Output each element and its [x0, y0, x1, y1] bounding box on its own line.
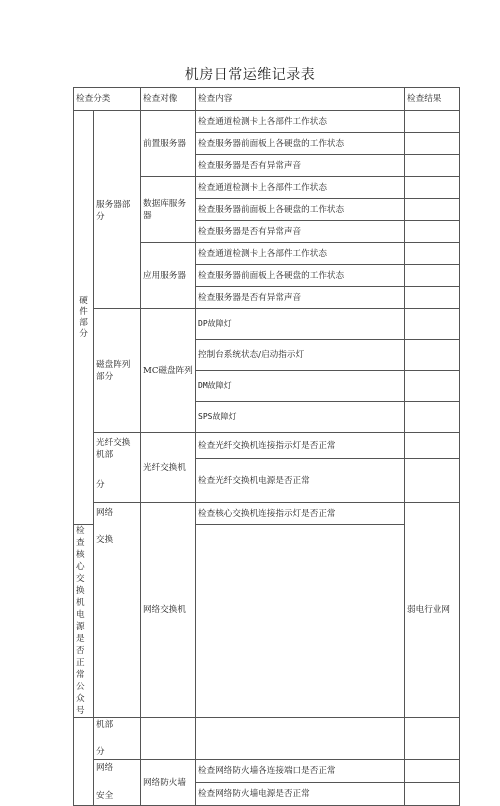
- network-switch-group-label: [94, 503, 141, 718]
- room-object-cell: [141, 718, 196, 760]
- result-cell[interactable]: [405, 177, 460, 199]
- front-server-object: 前置服务器: [141, 111, 196, 177]
- check-item: 检查光纤交换机连接指示灯是否正常: [196, 433, 405, 459]
- network-security-group-label: [94, 760, 141, 806]
- check-item: DM故障灯: [196, 371, 405, 402]
- check-item: 检查核心交换机连接指示灯是否正常: [196, 503, 405, 525]
- network-switch-result-cell[interactable]: 弱电行业网: [405, 503, 460, 718]
- room-group-label-top: 机部: [96, 720, 114, 730]
- table-row: [74, 433, 460, 459]
- result-cell[interactable]: [405, 265, 460, 287]
- header-content: 检查内容: [196, 88, 405, 111]
- page-title: 机房日常运维记录表: [184, 67, 316, 83]
- header-result: 检查结果: [405, 88, 460, 111]
- room-group-label-bottom: 分: [96, 747, 105, 757]
- fiber-switch-group-label-bottom: 分: [96, 480, 105, 490]
- result-cell[interactable]: [405, 718, 460, 760]
- table-header-row: [74, 88, 460, 111]
- table-row: [74, 503, 460, 525]
- result-cell[interactable]: [405, 111, 460, 133]
- check-item: 检查通道检测卡上各部件工作状态: [196, 243, 405, 265]
- check-item: 控制台系统状态/启动指示灯: [196, 340, 405, 371]
- disk-array-group-label: 磁盘阵列部分: [94, 309, 141, 433]
- check-item: SPS故障灯: [196, 402, 405, 433]
- table-row: [74, 309, 460, 340]
- result-cell[interactable]: [405, 433, 460, 459]
- fiber-switch-group-label: [94, 433, 141, 503]
- result-cell[interactable]: [405, 783, 460, 806]
- table-row: [74, 718, 460, 760]
- room-group-label: [94, 718, 141, 760]
- room-content-cell: [196, 718, 405, 760]
- result-cell[interactable]: [405, 371, 460, 402]
- result-cell[interactable]: [405, 402, 460, 433]
- result-cell[interactable]: [405, 459, 460, 503]
- check-item: 检查服务器是否有异常声音: [196, 155, 405, 177]
- check-item: 检查服务器前面板上各硬盘的工作状态: [196, 199, 405, 221]
- check-item: 检查服务器是否有异常声音: [196, 287, 405, 309]
- disk-array-object: MC磁盘阵列: [141, 309, 196, 433]
- network-switch-group-label-top: 网络: [96, 508, 114, 518]
- result-cell[interactable]: [405, 221, 460, 243]
- result-cell[interactable]: [405, 243, 460, 265]
- result-cell[interactable]: [405, 309, 460, 340]
- header-category: 检查分类: [74, 88, 141, 111]
- result-cell[interactable]: [405, 340, 460, 371]
- db-server-object: 数据库服务器: [141, 177, 196, 243]
- hardware-category-cell: [74, 111, 94, 525]
- check-item: 检查核心交换机电源是否正常公众号: [74, 525, 94, 718]
- network-security-group-label-top: 网络: [96, 763, 114, 773]
- check-item: 检查服务器前面板上各硬盘的工作状态: [196, 133, 405, 155]
- app-server-object: 应用服务器: [141, 243, 196, 309]
- result-cell[interactable]: [405, 287, 460, 309]
- check-item: DP故障灯: [196, 309, 405, 340]
- hardware-label: 硬件部分: [79, 295, 88, 339]
- network-switch-object: 网络交换机: [141, 503, 196, 718]
- network-security-group-label-bottom: 安全: [96, 791, 114, 801]
- check-item: 检查通道检测卡上各部件工作状态: [196, 111, 405, 133]
- table-row: [74, 760, 460, 783]
- result-cell[interactable]: [405, 155, 460, 177]
- network-security-object: 网络防火墙: [141, 760, 196, 806]
- check-item: 检查网络防火墙电源是否正常: [196, 783, 405, 806]
- table-row: [74, 111, 460, 133]
- maintenance-log-table: [73, 87, 460, 806]
- check-item: 检查服务器是否有异常声音: [196, 221, 405, 243]
- check-item: 检查网络防火墙各连接端口是否正常: [196, 760, 405, 783]
- result-cell[interactable]: [405, 760, 460, 783]
- check-item: 检查服务器前面板上各硬盘的工作状态: [196, 265, 405, 287]
- fiber-switch-group-label-top: 光纤交换机部: [96, 438, 131, 460]
- check-item: 检查光纤交换机电源是否正常: [196, 459, 405, 503]
- check-item: 检查通道检测卡上各部件工作状态: [196, 177, 405, 199]
- header-object: 检查对像: [141, 88, 196, 111]
- server-group-label: 服务器部分: [94, 111, 141, 309]
- fiber-switch-object: 光纤交换机: [141, 433, 196, 503]
- result-cell[interactable]: [405, 133, 460, 155]
- network-switch-group-label-bottom: 交换: [96, 535, 114, 545]
- room-category-cell: [74, 718, 94, 806]
- result-cell[interactable]: [405, 199, 460, 221]
